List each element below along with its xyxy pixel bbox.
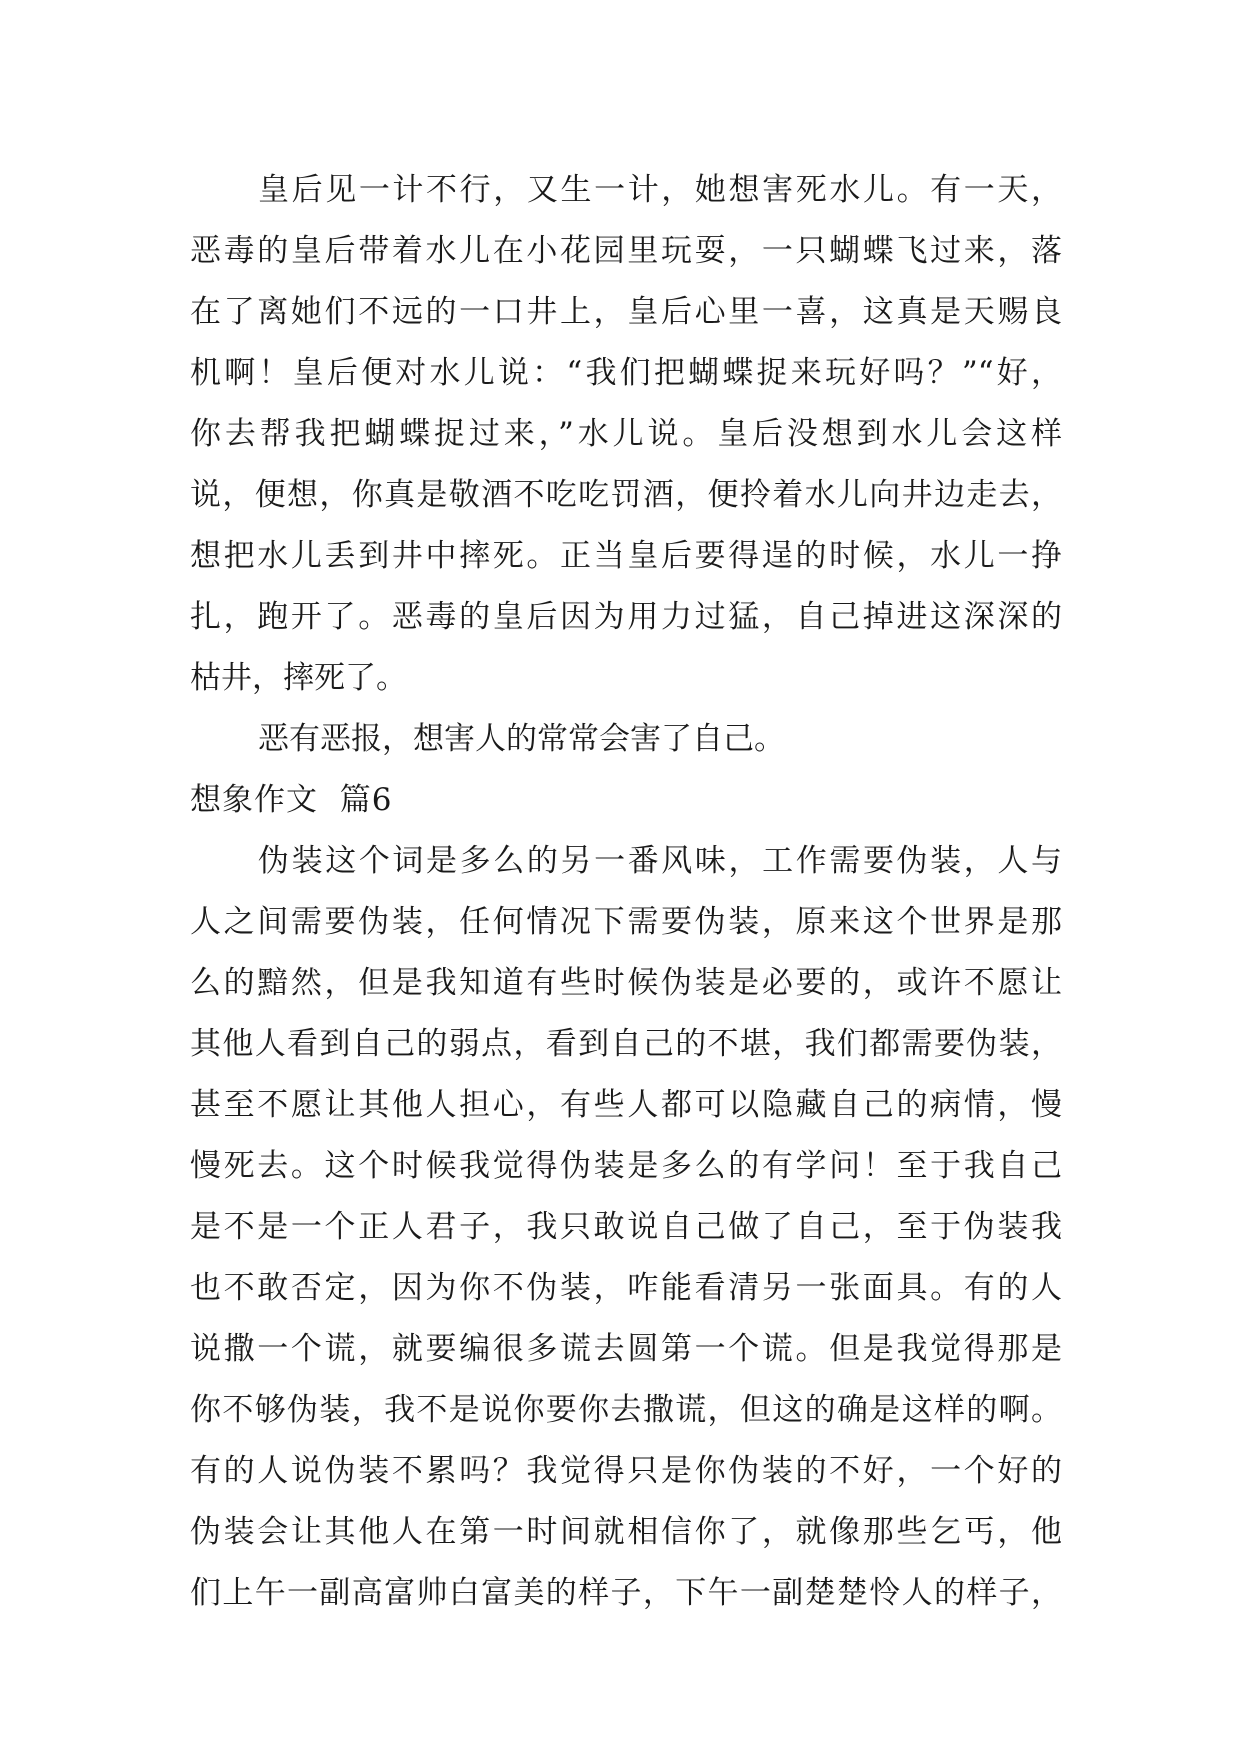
text-line: 其他人看到自己的弱点，看到自己的不堪，我们都需要伪装， <box>190 1026 1062 1062</box>
paragraph <box>190 160 1062 709</box>
text-line: 枯井，摔死了。 <box>190 660 407 696</box>
text-line: 想把水儿丢到井中摔死。正当皇后要得逞的时候，水儿一挣 <box>190 538 1062 574</box>
text-line: 你不够伪装，我不是说你要你去撒谎，但这的确是这样的啊。 <box>190 1392 1062 1428</box>
text-line: 人之间需要伪装，任何情况下需要伪装，原来这个世界是那 <box>190 904 1062 940</box>
text-line: 也不敢否定，因为你不伪装，咋能看清另一张面具。有的人 <box>190 1270 1062 1306</box>
text-line: 你去帮我把蝴蝶捉过来，”水儿说。皇后没想到水儿会这样 <box>190 416 1062 452</box>
text-line: 机啊！皇后便对水儿说：“我们把蝴蝶捉来玩好吗？”“好， <box>190 355 1062 391</box>
text-line: 有的人说伪装不累吗？我觉得只是你伪装的不好，一个好的 <box>190 1453 1062 1489</box>
text-line: 们上午一副高富帅白富美的样子，下午一副楚楚怜人的样子， <box>190 1575 1062 1611</box>
section-heading <box>190 770 1062 831</box>
text-line: 么的黯然，但是我知道有些时候伪装是必要的，或许不愿让 <box>190 965 1062 1001</box>
text-line: 慢死去。这个时候我觉得伪装是多么的有学问！至于我自己 <box>190 1148 1062 1184</box>
text-line: 是不是一个正人君子，我只敢说自己做了自己，至于伪装我 <box>190 1209 1062 1245</box>
text-line: 在了离她们不远的一口井上，皇后心里一喜，这真是天赐良 <box>190 294 1062 330</box>
text-line: 恶有恶报，想害人的常常会害了自己。 <box>258 721 785 757</box>
text-line: 扎，跑开了。恶毒的皇后因为用力过猛，自己掉进这深深的 <box>190 599 1062 635</box>
heading-text: 想象作文 篇6 <box>190 782 393 818</box>
text-line: 伪装会让其他人在第一时间就相信你了，就像那些乞丐，他 <box>190 1514 1062 1550</box>
paragraph <box>190 709 1062 770</box>
text-line: 皇后见一计不行，又生一计，她想害死水儿。有一天， <box>258 172 1062 208</box>
text-line: 伪装这个词是多么的另一番风味，工作需要伪装，人与 <box>258 843 1062 879</box>
document-body <box>190 160 1062 1624</box>
text-line: 说撒一个谎，就要编很多谎去圆第一个谎。但是我觉得那是 <box>190 1331 1062 1367</box>
text-line: 恶毒的皇后带着水儿在小花园里玩耍，一只蝴蝶飞过来，落 <box>190 233 1062 269</box>
text-line: 说，便想，你真是敬酒不吃吃罚酒，便拎着水儿向井边走去， <box>190 477 1062 513</box>
text-line: 甚至不愿让其他人担心，有些人都可以隐藏自己的病情，慢 <box>190 1087 1062 1123</box>
paragraph <box>190 831 1062 1624</box>
